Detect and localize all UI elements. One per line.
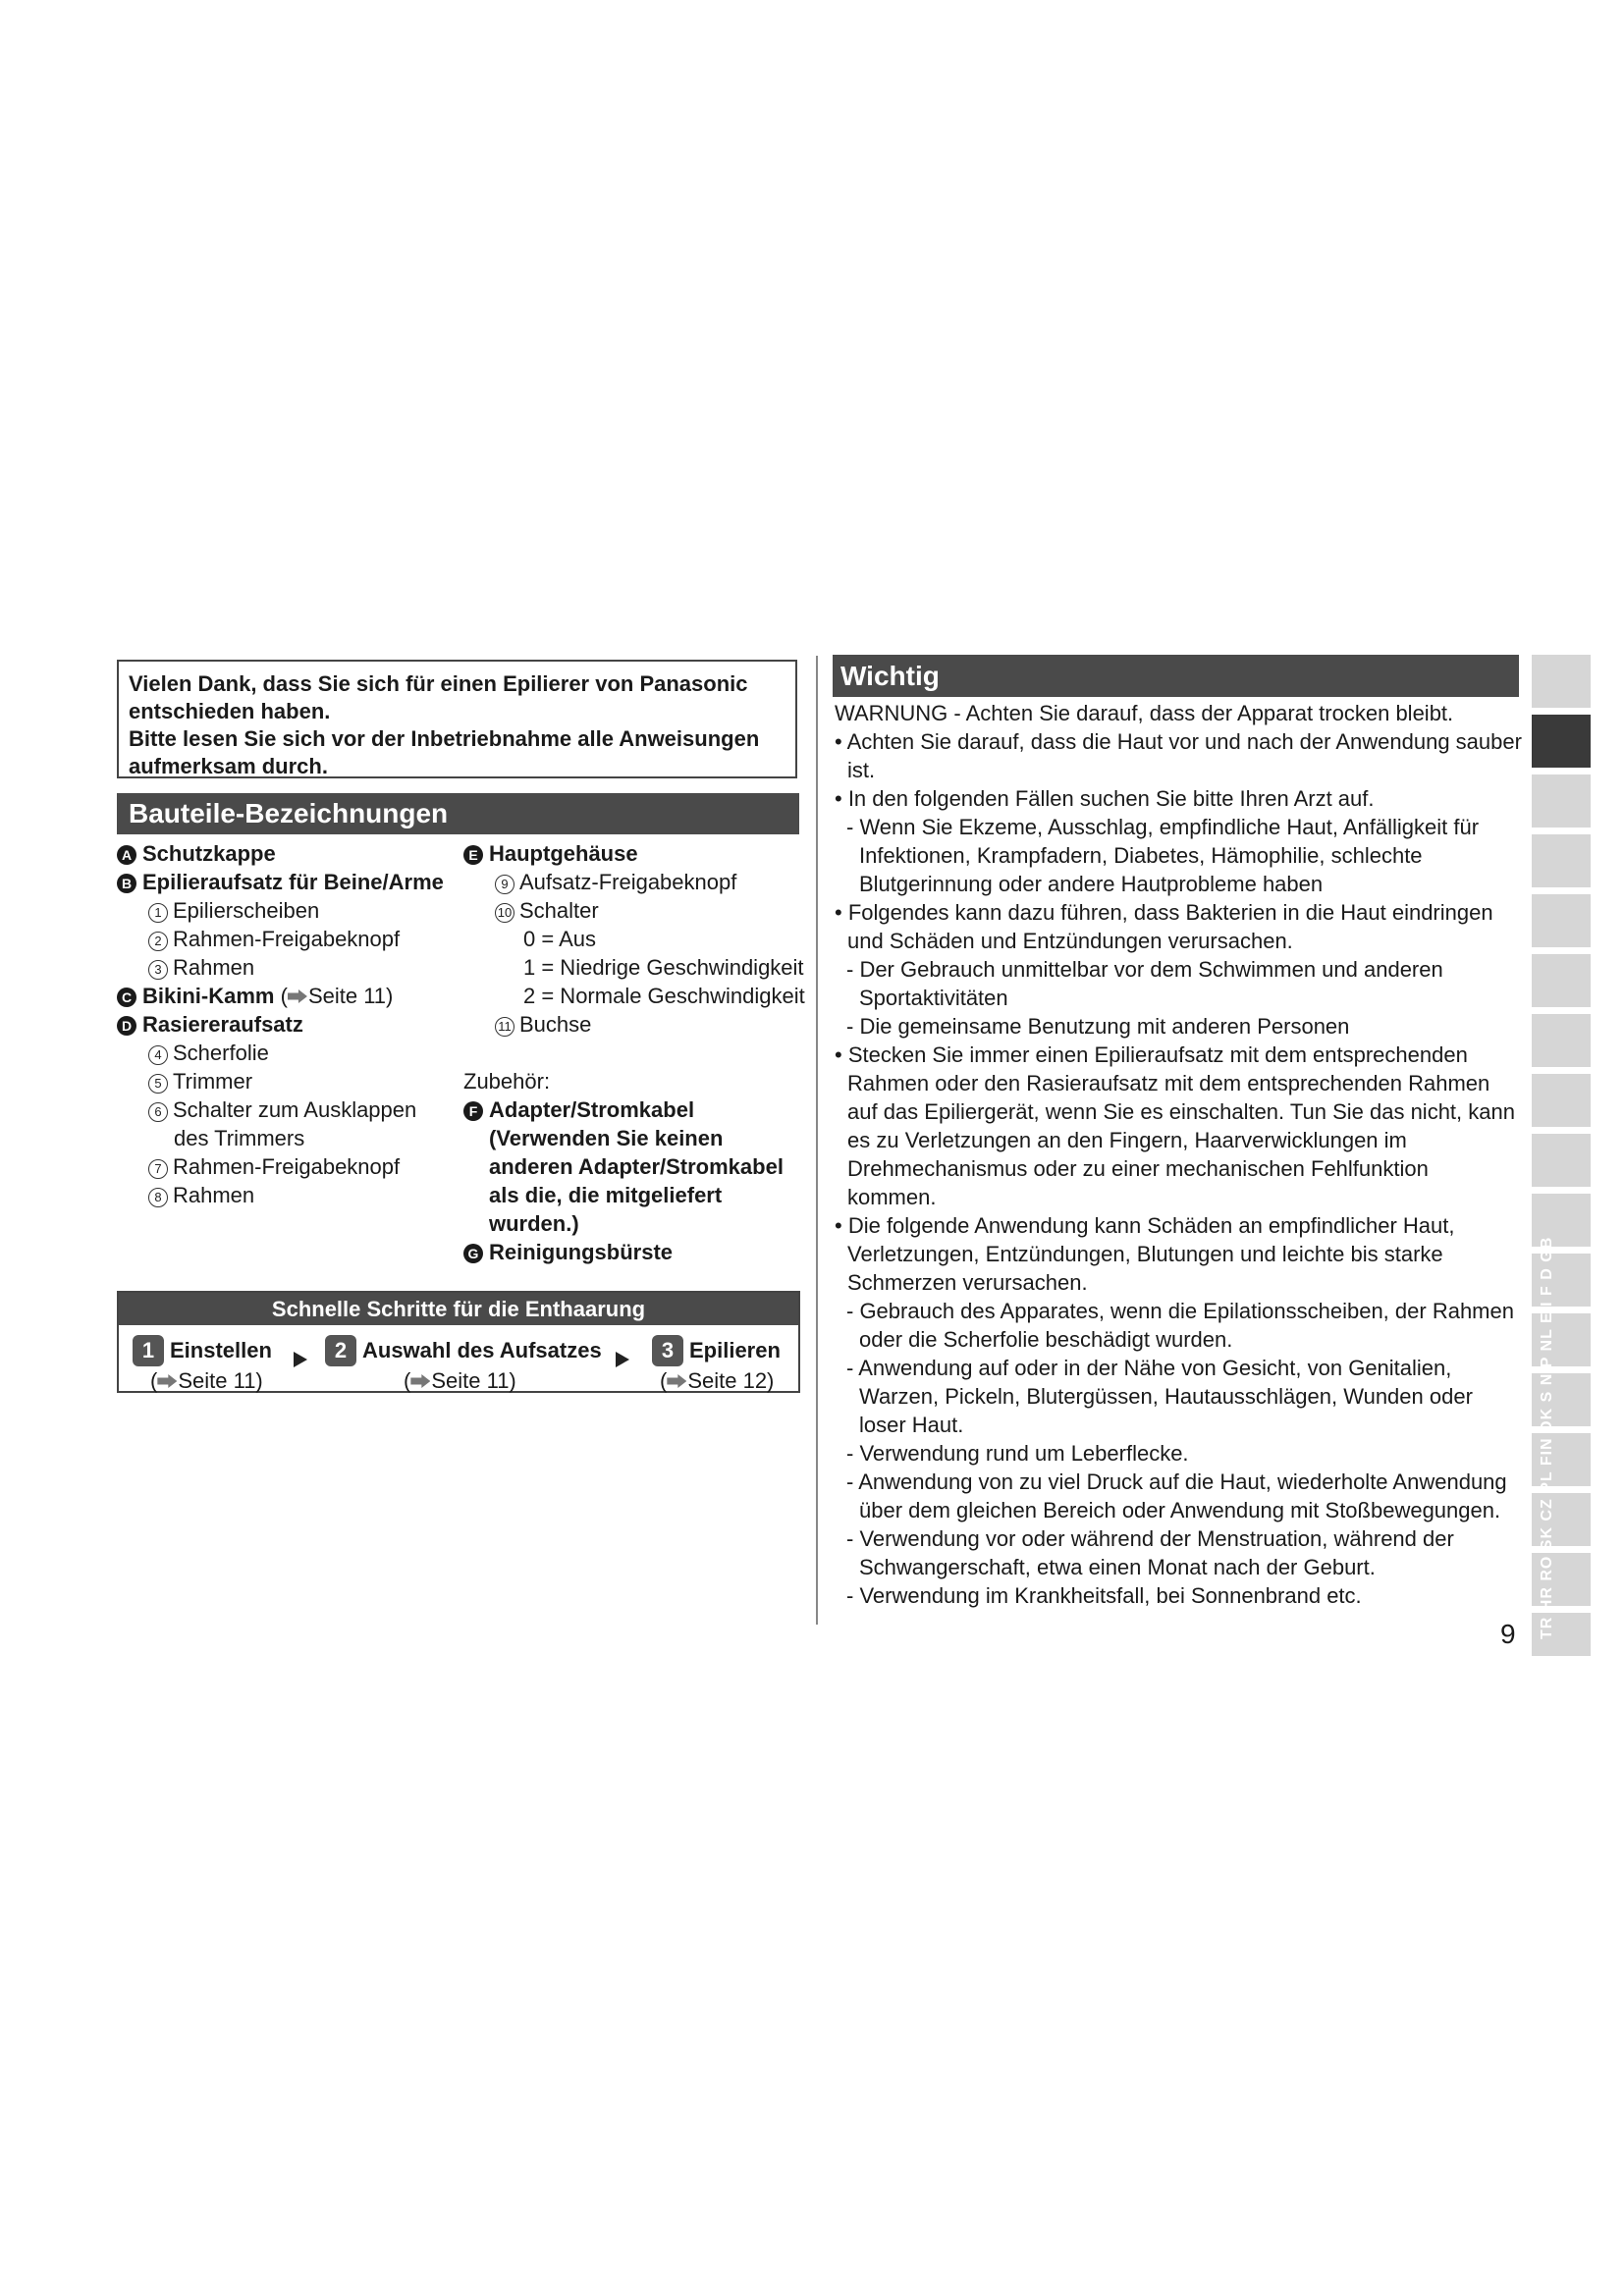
part-10: 10 Schalter [463,896,802,925]
part-3: 3 Rahmen [117,953,460,982]
step-arrow-icon [616,1352,629,1367]
dash-item: - Wenn Sie Ekzeme, Ausschlag, empfindliche Haut, Anfälligkeit für Infektionen, Krampfadern, Diabetes, Hämophilie, schlechte Blutgerinnung oder andere Hautprobleme haben [846,815,1480,896]
switch-setting-1: 1 = Niedrige Geschwindigkeit [523,955,804,980]
dash-item: - Die gemeinsame Benutzung mit anderen Personen [846,1014,1350,1039]
part-f-cont: als die, die mitgeliefert [489,1183,723,1207]
part-6: 6 Schalter zum Ausklappen [117,1095,460,1124]
page-ref-arrow-icon [410,1374,430,1388]
accessories-title: Zubehör: [463,1069,551,1094]
page-ref-arrow-icon [157,1374,177,1388]
language-tab [1532,1134,1591,1187]
part-2: 2 Rahmen-Freigabeknopf [117,925,460,953]
language-tab [1532,954,1591,1007]
page-ref-arrow-icon [667,1374,686,1388]
page-number: 9 [1500,1619,1516,1649]
part-11: 11 Buchse [463,1010,802,1039]
part-f-cont: wurden.) [489,1211,579,1236]
part-f: F Adapter/Stromkabel [463,1095,802,1124]
switch-setting-2: 2 = Normale Geschwindigkeit [523,984,805,1008]
part-b: B Epilieraufsatz für Beine/Arme [117,868,460,896]
intro-line: Bitte lesen Sie sich vor der Inbetriebnahme alle Anweisungen [129,726,760,751]
dash-item: - Anwendung auf oder in der Nähe von Gesicht, von Genitalien, Warzen, Pickeln, Blutergüssen, Hautausschlägen, Wunden oder loser Haut. [846,1356,1473,1437]
parts-list-left [117,839,460,1209]
bullet-item: • Folgendes kann dazu führen, dass Bakterien in die Haut eindringen und Schäden und Entzündungen verursachen. [835,900,1493,953]
dash-item: - Gebrauch des Apparates, wenn die Epilationsscheiben, der Rahmen oder die Scherfolie beschädigt wurden. [846,1299,1514,1352]
quick-step-1: 1 Einstellen ( Seite 11) [133,1335,272,1394]
warning-line: WARNUNG - Achten Sie darauf, dass der Apparat trocken bleibt. [835,701,1454,725]
language-tab [1532,894,1591,947]
language-tab-active [1532,715,1591,768]
page-ref-arrow-icon [288,989,307,1003]
wichtig-section-title: Wichtig [833,655,1519,697]
intro-line: entschieden haben. [129,699,331,723]
quick-step-2: 2 Auswahl des Aufsatzes ( Seite 11) [325,1335,602,1394]
language-tab [1532,1074,1591,1127]
part-e: E Hauptgehäuse [463,839,802,868]
bullet-item: • Stecken Sie immer einen Epilieraufsatz mit dem entsprechenden Rahmen oder den Rasieraufsatz mit dem entsprechenden Rahmen auf das Epiliergerät, wenn Sie es einschalten. Tun Sie das nicht, kann es zu Verletzungen an den Fingern, Haarverwicklungen im Drehmechanismus oder zu einer mechanischen Fehlfunktion kommen. [835,1042,1515,1209]
dash-item: - Anwendung von zu viel Druck auf die Haut, wiederholte Anwendung über dem gleichen Bereich oder Anwendung mit Stoßbewegungen. [846,1469,1507,1522]
quick-steps-box [117,1291,800,1393]
dash-item: - Verwendung rund um Leberflecke. [846,1441,1189,1466]
language-codes: TR HR RO SK CZ PL FIN DK S N P NL E I F D GB [1539,1236,1555,1639]
part-5: 5 Trimmer [117,1067,460,1095]
part-8: 8 Rahmen [117,1181,460,1209]
step-arrow-icon [294,1352,307,1367]
part-7: 7 Rahmen-Freigabeknopf [117,1152,460,1181]
dash-item: - Der Gebrauch unmittelbar vor dem Schwimmen und anderen Sportaktivitäten [846,957,1443,1010]
bullet-item: • Die folgende Anwendung kann Schäden an empfindlicher Haut, Verletzungen, Entzündungen, Blutungen und leichte bis starke Schmerzen verursachen. [835,1213,1455,1295]
quick-step-3: 3 Epilieren ( Seite 12) [652,1335,781,1394]
intro-line: aufmerksam durch. [129,754,328,778]
wichtig-text [835,699,1522,1610]
dash-item: - Verwendung im Krankheitsfall, bei Sonnenbrand etc. [846,1583,1362,1608]
quick-steps-title: Schnelle Schritte für die Enthaarung [119,1293,798,1325]
part-d: D Rasiereraufsatz [117,1010,460,1039]
part-6-cont: des Trimmers [174,1126,305,1150]
switch-setting-0: 0 = Aus [523,927,597,951]
part-4: 4 Scherfolie [117,1039,460,1067]
parts-list-right [463,839,805,1266]
part-1: 1 Epilierscheiben [117,896,460,925]
part-a: A Schutzkappe [117,839,460,868]
column-divider [816,656,818,1625]
bullet-item: • In den folgenden Fällen suchen Sie bitte Ihren Arzt auf. [835,786,1375,811]
part-9: 9 Aufsatz-Freigabeknopf [463,868,802,896]
intro-box [117,660,797,778]
bullet-item: • Achten Sie darauf, dass die Haut vor und nach der Anwendung sauber ist. [835,729,1522,782]
language-tab [1532,774,1591,828]
part-f-cont: anderen Adapter/Stromkabel [489,1154,784,1179]
part-f-cont: (Verwenden Sie keinen [489,1126,724,1150]
intro-line: Vielen Dank, dass Sie sich für einen Epilierer von Panasonic [129,671,748,696]
part-g: G Reinigungsbürste [463,1238,802,1266]
language-tab [1532,1014,1591,1067]
part-c: C Bikini-Kamm ( Seite 11) [117,982,460,1010]
language-tab [1532,834,1591,887]
dash-item: - Verwendung vor oder während der Menstruation, während der Schwangerschaft, etwa einen Monat nach der Geburt. [846,1526,1454,1579]
language-tab [1532,655,1591,708]
parts-section-title: Bauteile-Bezeichnungen [117,793,799,834]
